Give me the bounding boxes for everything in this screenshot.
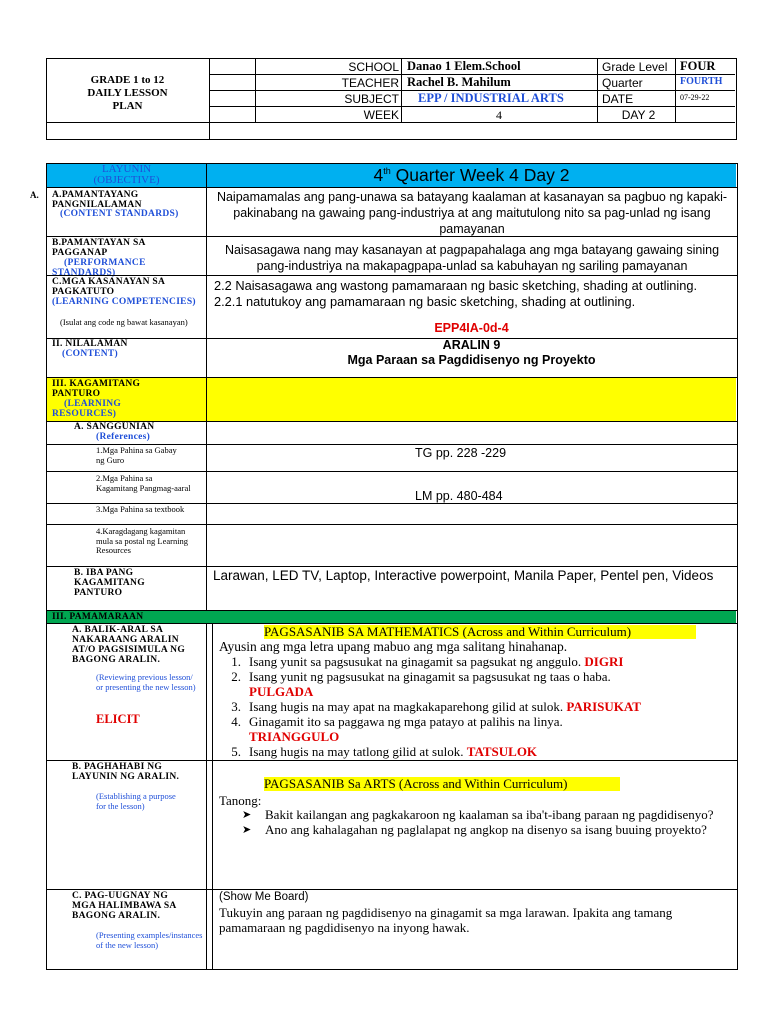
teacher-value: Rachel B. Mahilum [407, 75, 511, 89]
subject-label: SUBJECT [344, 92, 399, 106]
references-sub: (References) [96, 432, 151, 442]
content-label: II. NILALAMAN [52, 339, 128, 349]
subject-value: EPP / INDUSTRIAL ARTS [418, 91, 564, 105]
arts-questions [242, 807, 732, 837]
content-sub: (CONTENT) [62, 349, 119, 359]
day-label: DAY 2 [621, 108, 656, 122]
arts-question: ➤ Bakit kailangan ang pagkakaroon ng kaalaman sa iba't-ibang paraan ng pagdidisenyo? [242, 807, 714, 822]
math-intro: Ayusin ang mga letra upang mabuo ang mga salitang hinahanap. [219, 639, 568, 654]
arrow-bullet-icon: ➤ [242, 808, 252, 821]
header-table [46, 58, 737, 140]
competency-line-2: 2.2.1 natutukoy ang pamamaraan ng basic sketching, shading at outlining. [214, 294, 636, 309]
resource-4-label: 4.Karagdagang kagamitan mula sa postal ng Learning Resources [96, 526, 189, 555]
resources-label: III. KAGAMITANG PANTURO [52, 379, 141, 399]
competency-line-1: 2.2 Naisasagawa ang wastong pamamaraan ng basic sketching, shading at outlining. [214, 278, 698, 293]
competency-code: EPP4IA-0d-4 [434, 321, 509, 335]
procedure-a-label: A. BALIK-ARAL SA NAKARAANG ARALIN AT/O PAGSISIMULA NG BAGONG ARALIN. [72, 625, 186, 665]
math-item: 5. Isang hugis na may tatlong gilid at sulok. TATSULOK [231, 744, 538, 759]
competencies-label: C.MGA KASANAYAN SA PAGKATUTO [52, 277, 165, 297]
procedure-c-label: C. PAG-UUGNAY NG MGA HALIMBAWA SA BAGONG ARALIN. [72, 891, 177, 921]
objective-banner-text: 4th Quarter Week 4 Day 2 [373, 165, 570, 185]
math-item: 4. Ginagamit ito sa paggawa ng mga patayo at palihis na linya. TRIANGGULO [231, 714, 563, 744]
math-items [219, 654, 734, 759]
arrow-bullet-icon: ➤ [242, 823, 252, 836]
date-value: 07-29-22 [680, 93, 710, 102]
week-label: WEEK [363, 108, 399, 122]
procedure-c-text: Tukuyin ang paraan ng pagdidisenyo na ginagamit sa mga larawan. Ipakita ang tamang pamamaraan ng pagdidisenyo na inyong hawak. [219, 905, 673, 935]
dlp-title: GRADE 1 to 12 DAILY LESSON PLAN [87, 74, 168, 112]
math-heading: PAGSASANIB SA MATHEMATICS (Across and Within Curriculum) [264, 624, 632, 639]
other-resources-label: B. IBA PANG KAGAMITANG PANTURO [74, 568, 145, 598]
resource-3-label: 3.Mga Pahina sa textbook [96, 504, 185, 514]
school-value: Danao 1 Elem.School [407, 59, 521, 73]
section-marker-a: A. [30, 190, 39, 200]
aralin-title: Mga Paraan sa Pagdidisenyo ng Proyekto [347, 353, 596, 367]
quarter-value: FOURTH [680, 76, 723, 87]
math-item: 2. Isang yunit ng pagsusukat na ginagamit sa pagsusukat ng taas o haba. PULGADA [231, 669, 611, 699]
performance-standards-sub: (PERFORMANCE STANDARDS) [52, 258, 146, 278]
resource-2-label: 2.Mga Pahina sa Kagamitang Pangmag-aaral [96, 473, 191, 493]
resource-1-label: 1.Mga Pahina sa Gabay ng Guro [96, 445, 177, 465]
resources-sub: (LEARNING RESOURCES) [52, 399, 122, 419]
show-me-board: (Show Me Board) [219, 891, 309, 903]
resource-2-value: LM pp. 480-484 [415, 489, 503, 503]
performance-standards-text: Naisasagawa nang may kasanayan at pagpapahalaga ang mga batayang gawaing sining pang-industriya na makapagpapa-unlad sa kabuhayan ng sariling pamayanan [224, 243, 720, 273]
other-resources-value: Larawan, LED TV, Laptop, Interactive powerpoint, Manila Paper, Pentel pen, Videos [213, 568, 714, 583]
arts-question: ➤ Ano ang kahalagahan ng paglalapat ng angkop na disenyo sa isang buuing proyekto? [242, 822, 707, 837]
procedure-a-elicit: ELICIT [96, 712, 140, 726]
week-value: 4 [496, 108, 502, 122]
date-label: DATE [602, 92, 634, 106]
objective-label: LAYUNIN (OBJECTIVE) [93, 163, 160, 186]
arts-heading: PAGSASANIB Sa ARTS (Across and Within Curriculum) [264, 776, 568, 791]
content-standards-text: Naipamamalas ang pang-unawa sa batayang kaalaman at kasanayan sa pagbuo ng kapaki-pakinabang na gawaing pang-industriya at ang maitutulong nito sa pag-unlad ng isang pamayanan [216, 190, 728, 236]
procedure-c-sub: (Presenting examples/instances of the new lesson) [96, 930, 203, 950]
procedure-a-sub: (Reviewing previous lesson/ or presenting the new lesson) [96, 672, 196, 692]
competencies-note: (Isulat ang code ng bawat kasanayan) [60, 317, 188, 327]
references-label: A. SANGGUNIAN [74, 422, 155, 432]
procedure-label: III. PAMAMARAAN [52, 612, 144, 622]
grade-value: FOUR [680, 59, 716, 73]
quarter-label: Quarter [602, 76, 643, 90]
performance-standards-label: B.PAMANTAYAN SA PAGGANAP [52, 238, 146, 258]
procedure-b-sub: (Establishing a purpose for the lesson) [96, 791, 176, 811]
content-standards-label: A.PAMANTAYANG PANGNILALAMAN [52, 190, 142, 210]
procedure-b-label: B. PAGHAHABI NG LAYUNIN NG ARALIN. [72, 762, 180, 782]
arts-tanong: Tanong: [219, 793, 262, 808]
content-standards-sub: (CONTENT STANDARDS) [60, 209, 179, 219]
grade-label: Grade Level [602, 60, 668, 74]
math-item: 3. Isang hugis na may apat na magkakaparehong gilid at sulok. PARISUKAT [231, 699, 641, 714]
math-item: 1. Isang yunit sa pagsusukat na ginagamit sa pagsukat ng anggulo. DIGRI [231, 654, 624, 669]
school-label: SCHOOL [348, 60, 399, 74]
aralin-number: ARALIN 9 [442, 338, 501, 352]
competencies-sub: (LEARNING COMPETENCIES) [52, 297, 196, 307]
resource-1-value: TG pp. 228 -229 [415, 446, 507, 460]
teacher-label: TEACHER [341, 76, 399, 90]
